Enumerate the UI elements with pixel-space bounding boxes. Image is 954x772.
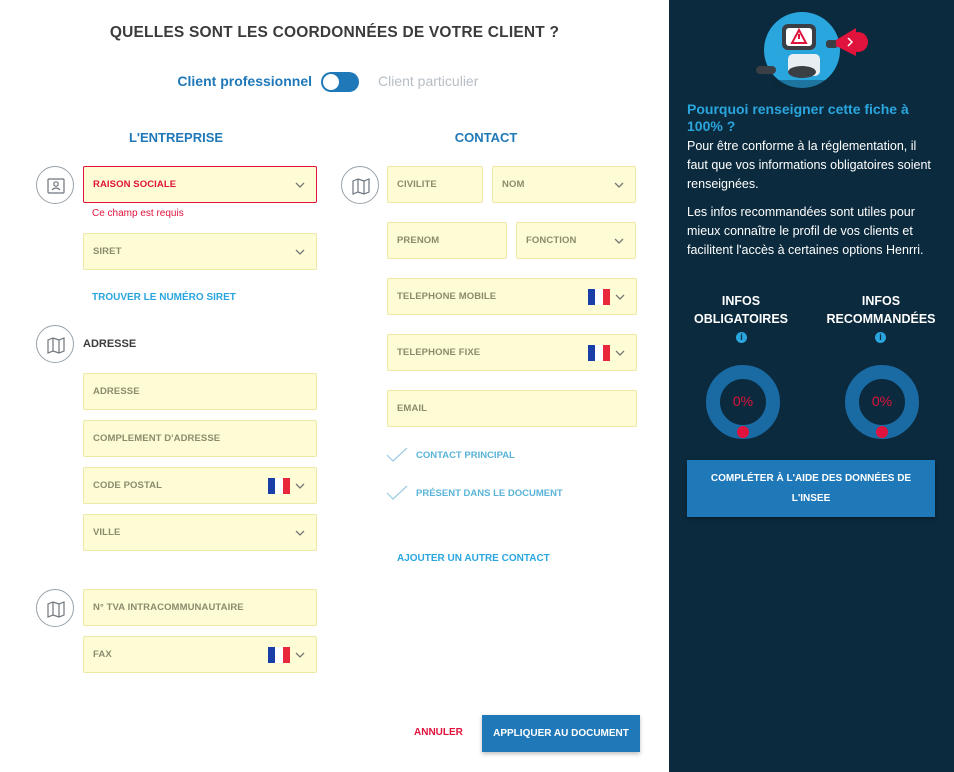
raison-sociale-field[interactable] <box>83 166 317 203</box>
chevron-down-icon[interactable] <box>614 347 626 359</box>
prenom-field[interactable] <box>387 222 507 259</box>
chevron-down-icon[interactable] <box>294 480 306 492</box>
progress-donut-obligatoires <box>705 364 781 440</box>
code-postal-field[interactable] <box>83 467 317 504</box>
check-icon <box>386 485 408 501</box>
section-title-entreprise: L'ENTREPRISE <box>128 130 224 145</box>
chevron-down-icon[interactable] <box>614 291 626 303</box>
email-field[interactable] <box>387 390 637 427</box>
henrri-robot-mascot-icon <box>748 10 870 92</box>
fonction-field[interactable] <box>516 222 636 259</box>
email-label: EMAIL <box>397 403 428 414</box>
complement-adresse-label: COMPLEMENT D'ADRESSE <box>93 433 221 444</box>
civilite-label: CIVILITE <box>397 179 437 190</box>
stat-title-line1: INFOS <box>861 294 901 308</box>
tva-field[interactable] <box>83 589 317 626</box>
section-title-contact: CONTACT <box>454 130 518 145</box>
add-contact-link[interactable]: AJOUTER UN AUTRE CONTACT <box>397 553 550 564</box>
telephone-mobile-label: TELEPHONE MOBILE <box>397 291 497 302</box>
civilite-field[interactable] <box>387 166 483 203</box>
france-flag-icon[interactable] <box>588 289 610 305</box>
address-section-title: ADRESSE <box>83 338 137 350</box>
telephone-fixe-label: TELEPHONE FIXE <box>397 347 481 358</box>
fax-field[interactable] <box>83 636 317 673</box>
switch-knob <box>323 74 339 90</box>
ville-field[interactable] <box>83 514 317 551</box>
client-type-switch[interactable] <box>321 72 359 92</box>
prenom-label: PRENOM <box>397 235 440 246</box>
stat-title-line2: OBLIGATOIRES <box>694 312 788 326</box>
fax-label: FAX <box>93 649 112 660</box>
chevron-down-icon <box>613 235 625 247</box>
chevron-down-icon <box>294 527 306 539</box>
sidebar-paragraph-2: Les infos recommandées sont utiles pour mieux connaître le profil de vos clients et facilitent l'accès à certaines options Henrri. <box>687 205 924 257</box>
france-flag-icon[interactable] <box>588 345 610 361</box>
siret-field[interactable] <box>83 233 317 270</box>
check-icon <box>386 447 408 463</box>
stat-title-obligatoires <box>681 292 801 328</box>
telephone-mobile-field[interactable] <box>387 278 637 315</box>
chevron-down-icon[interactable] <box>294 649 306 661</box>
page-title: QUELLES SONT LES COORDONNÉES DE VOTRE CLIENT ? <box>109 24 560 41</box>
client-professionnel-label[interactable]: Client professionnel <box>177 73 312 89</box>
tva-label: N° TVA INTRACOMMUNAUTAIRE <box>93 602 244 613</box>
adresse-label: ADRESSE <box>93 386 140 397</box>
sidebar-paragraph-1: Pour être conforme à la réglementation, il faut que vos informations obligatoires soient renseignées. <box>687 139 931 191</box>
address-map-icon <box>36 325 74 363</box>
nom-label: NOM <box>502 179 525 190</box>
apply-document-button[interactable]: APPLIQUER AU DOCUMENT <box>482 715 640 752</box>
complete-insee-button[interactable] <box>687 460 935 517</box>
code-postal-label: CODE POSTAL <box>93 480 163 491</box>
france-flag-icon[interactable] <box>268 478 290 494</box>
complete-insee-button-line2: L'INSEE <box>791 493 831 504</box>
tva-map-icon <box>36 589 74 627</box>
chevron-down-icon <box>294 179 306 191</box>
cancel-button[interactable]: ANNULER <box>414 727 463 738</box>
nom-field[interactable] <box>492 166 636 203</box>
fonction-label: FONCTION <box>526 235 577 246</box>
stat-title-line2: RECOMMANDÉES <box>826 312 936 326</box>
telephone-fixe-field[interactable] <box>387 334 637 371</box>
progress-value-obligatoires: 0% <box>732 393 754 409</box>
present-document-label: PRÉSENT DANS LE DOCUMENT <box>416 488 563 499</box>
info-icon[interactable]: i <box>736 332 747 343</box>
progress-donut-recommandees <box>844 364 920 440</box>
client-particulier-label[interactable]: Client particulier <box>378 73 479 89</box>
stat-title-line1: INFOS <box>721 294 761 308</box>
raison-sociale-error: Ce champ est requis <box>92 208 184 219</box>
adresse-field[interactable] <box>83 373 317 410</box>
sidebar-question: Pourquoi renseigner cette fiche à 100% ? <box>687 101 909 134</box>
complement-adresse-field[interactable] <box>83 420 317 457</box>
progress-value-recommandees: 0% <box>871 393 893 409</box>
france-flag-icon[interactable] <box>268 647 290 663</box>
contact-map-icon <box>341 166 379 204</box>
client-type-toggle-row <box>0 72 669 92</box>
info-icon[interactable]: i <box>875 332 886 343</box>
siret-label: SIRET <box>93 246 122 257</box>
company-badge-icon <box>36 166 74 204</box>
chevron-down-icon <box>294 246 306 258</box>
chevron-down-icon <box>613 179 625 191</box>
raison-sociale-label: RAISON SOCIALE <box>93 179 177 190</box>
ville-label: VILLE <box>93 527 121 538</box>
stat-title-recommandees <box>821 292 941 328</box>
find-siret-link[interactable]: TROUVER LE NUMÉRO SIRET <box>92 292 236 303</box>
contact-principal-label: CONTACT PRINCIPAL <box>416 450 515 461</box>
complete-insee-button-line1: COMPLÉTER À L'AIDE DES DONNÉES DE <box>710 473 912 484</box>
